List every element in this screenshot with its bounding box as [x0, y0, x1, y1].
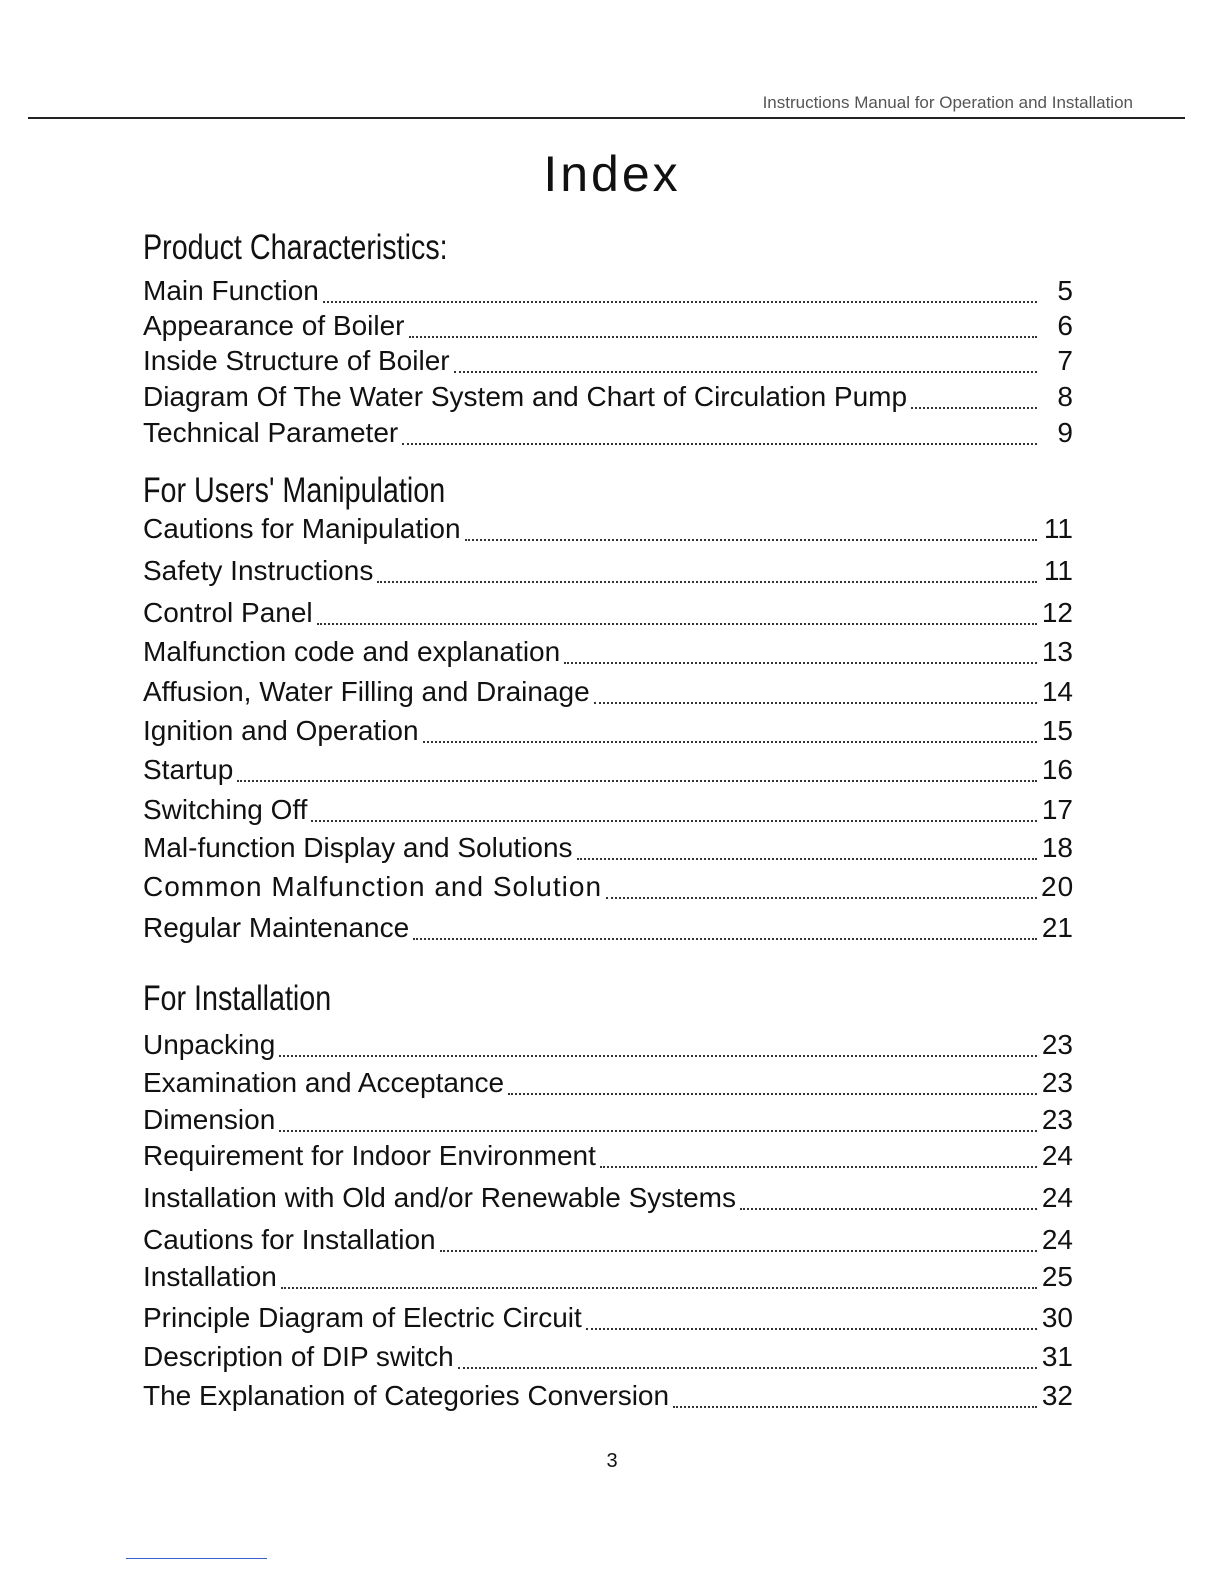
toc-entry[interactable] [143, 275, 1073, 311]
header-rule [28, 117, 1185, 119]
dot-leader [606, 897, 1037, 899]
toc-entry-label: Startup [143, 754, 234, 785]
toc-entry-page: 5 [1057, 275, 1073, 306]
toc-entry-page: 18 [1041, 832, 1073, 863]
toc-entry-page: 14 [1041, 676, 1073, 707]
page-title: Index [543, 146, 681, 202]
toc-entry-label: Examination and Acceptance [143, 1067, 505, 1098]
running-header: Instructions Manual for Operation and Installation [762, 93, 1133, 112]
toc-entry[interactable] [143, 912, 1073, 948]
toc-entry[interactable] [143, 1182, 1073, 1218]
toc-entry-label: Technical Parameter [143, 417, 399, 448]
toc-entry[interactable] [143, 310, 1073, 346]
toc-entry[interactable] [143, 513, 1073, 549]
toc-entry[interactable] [143, 1380, 1073, 1416]
toc-entry-page: 11 [1043, 555, 1073, 586]
toc-entry[interactable] [143, 417, 1073, 453]
toc-entry-label: Switching Off [143, 794, 308, 825]
toc-entry[interactable] [143, 1029, 1073, 1065]
toc-entry-page: 9 [1057, 417, 1073, 448]
dot-leader [465, 539, 1037, 541]
toc-entry-label: Ignition and Operation [143, 715, 419, 746]
dot-leader [440, 1250, 1037, 1252]
toc-entry-label: Inside Structure of Boiler [143, 345, 450, 376]
toc-entry[interactable] [143, 1224, 1073, 1260]
dot-leader [279, 1055, 1037, 1057]
toc-entry-label: The Explanation of Categories Conversion [143, 1380, 670, 1411]
toc-entry-label: Appearance of Boiler [143, 310, 405, 341]
toc-entry-label: Common Malfunction and Solution [143, 871, 603, 902]
dot-leader [740, 1208, 1037, 1210]
toc-entry-page: 13 [1041, 636, 1073, 667]
toc-entry-page: 20 [1041, 871, 1075, 902]
toc-entry-page: 7 [1057, 345, 1073, 376]
toc-entry[interactable] [143, 871, 1073, 907]
toc-entry-page: 15 [1041, 715, 1073, 746]
toc-entry-label: Description of DIP switch [143, 1341, 454, 1372]
toc-entry-page: 23 [1041, 1104, 1073, 1135]
toc-entry[interactable] [143, 597, 1073, 633]
toc-entry[interactable] [143, 1302, 1073, 1338]
toc-entry-page: 16 [1041, 754, 1073, 785]
section-heading-users-manipulation: For Users' Manipulation [143, 471, 446, 510]
toc-entry[interactable] [143, 1140, 1073, 1176]
toc-entry-page: 6 [1057, 310, 1073, 341]
dot-leader [911, 407, 1037, 409]
toc-entry[interactable] [143, 1341, 1073, 1377]
page-number: 3 [606, 1450, 618, 1472]
dot-leader [454, 371, 1037, 373]
footer-rule [126, 1558, 267, 1559]
toc-entry[interactable] [143, 794, 1073, 830]
toc-entry[interactable] [143, 676, 1073, 712]
toc-entry[interactable] [143, 381, 1073, 417]
dot-leader [413, 938, 1037, 940]
toc-entry-label: Mal-function Display and Solutions [143, 832, 573, 863]
dot-leader [323, 301, 1037, 303]
toc-entry-page: 30 [1041, 1302, 1073, 1333]
toc-entry-page: 21 [1041, 912, 1073, 943]
toc-entry-label: Principle Diagram of Electric Circuit [143, 1302, 582, 1333]
dot-leader [594, 702, 1037, 704]
toc-entry-label: Safety Instructions [143, 555, 374, 586]
toc-entry[interactable] [143, 832, 1073, 868]
dot-leader [673, 1406, 1037, 1408]
dot-leader [458, 1367, 1037, 1369]
dot-leader [311, 820, 1037, 822]
dot-leader [317, 623, 1037, 625]
toc-entry[interactable] [143, 345, 1073, 381]
toc-entry-page: 24 [1041, 1182, 1073, 1213]
dot-leader [586, 1328, 1037, 1330]
toc-entry-label: Unpacking [143, 1029, 276, 1060]
toc-entry-label: Main Function [143, 275, 319, 306]
dot-leader [402, 443, 1037, 445]
dot-leader [508, 1093, 1037, 1095]
toc-entry-page: 12 [1041, 597, 1073, 628]
toc-entry[interactable] [143, 636, 1073, 672]
toc-entry-page: 25 [1041, 1261, 1073, 1292]
toc-entry-page: 8 [1057, 381, 1073, 412]
toc-entry-label: Installation [143, 1261, 277, 1292]
section-heading-for-installation: For Installation [143, 979, 332, 1018]
toc-entry-label: Diagram Of The Water System and Chart of Circulation Pump [143, 381, 908, 412]
dot-leader [564, 662, 1037, 664]
toc-entry-label: Cautions for Manipulation [143, 513, 461, 544]
dot-leader [279, 1130, 1037, 1132]
dot-leader [409, 336, 1037, 338]
dot-leader [600, 1166, 1037, 1168]
toc-entry-page: 31 [1041, 1341, 1073, 1372]
toc-entry-label: Cautions for Installation [143, 1224, 436, 1255]
section-heading-product-characteristics: Product Characteristics: [143, 228, 448, 267]
dot-leader [237, 780, 1037, 782]
toc-entry-label: Dimension [143, 1104, 276, 1135]
toc-entry-label: Installation with Old and/or Renewable Systems [143, 1182, 736, 1213]
dot-leader [377, 581, 1037, 583]
toc-entry-label: Control Panel [143, 597, 313, 628]
toc-entry-page: 32 [1041, 1380, 1073, 1411]
toc-entry-page: 23 [1041, 1029, 1073, 1060]
toc-entry[interactable] [143, 1104, 1073, 1140]
dot-leader [423, 741, 1037, 743]
toc-entry-page: 11 [1043, 513, 1073, 544]
toc-entry[interactable] [143, 1067, 1073, 1103]
toc-entry-page: 24 [1041, 1224, 1073, 1255]
dot-leader [281, 1287, 1037, 1289]
toc-entry-label: Malfunction code and explanation [143, 636, 561, 667]
toc-entry-page: 23 [1041, 1067, 1073, 1098]
toc-entry-page: 24 [1041, 1140, 1073, 1171]
toc-entry-label: Requirement for Indoor Environment [143, 1140, 596, 1171]
toc-entry[interactable] [143, 754, 1073, 790]
toc-entry-page: 17 [1041, 794, 1073, 825]
toc-entry-label: Regular Maintenance [143, 912, 410, 943]
dot-leader [577, 858, 1037, 860]
toc-entry-label: Affusion, Water Filling and Drainage [143, 676, 590, 707]
toc-entry[interactable] [143, 715, 1073, 751]
toc-entry[interactable] [143, 1261, 1073, 1297]
toc-entry[interactable] [143, 555, 1073, 591]
